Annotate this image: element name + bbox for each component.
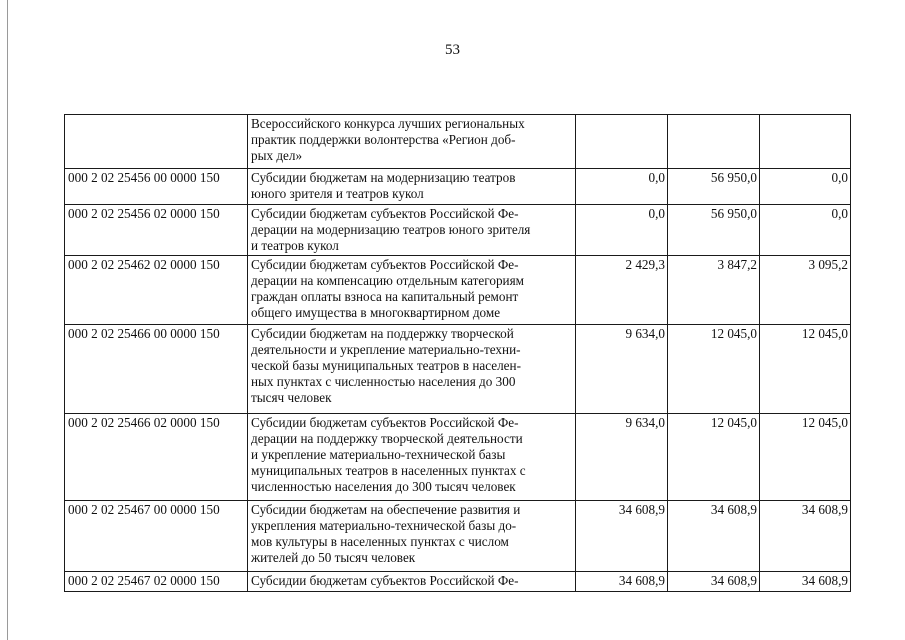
description-cell: [248, 572, 576, 592]
description-line: мов культуры в населенных пунктах с числом: [251, 534, 509, 549]
value-cell-2: 56 950,0: [668, 205, 760, 256]
description-cell: [248, 501, 576, 572]
description-line: дерации на компенсацию отдельным категориям: [251, 273, 525, 288]
description-line: Субсидии бюджетам субъектов Российской Фе-: [251, 257, 519, 272]
description-line: Всероссийского конкурса лучших региональных: [251, 116, 525, 131]
description-line: ных пунктах с численностью населения до 300: [251, 374, 516, 389]
table-row: [65, 572, 851, 592]
description-cell: [248, 169, 576, 205]
description-cell: [248, 325, 576, 414]
budget-table: [64, 114, 851, 592]
description-line: Субсидии бюджетам субъектов Российской Фе-: [251, 415, 519, 430]
description-line: Субсидии бюджетам субъектов Российской Фе-: [251, 206, 519, 221]
description-line: и укрепление материально-технической базы: [251, 447, 506, 462]
value-cell-1: 2 429,3: [576, 256, 668, 325]
budget-code-cell: 000 2 02 25467 02 0000 150: [65, 572, 248, 592]
value-cell-1: 0,0: [576, 169, 668, 205]
description-line: укрепления материально-технической базы до-: [251, 518, 517, 533]
table-row: [65, 115, 851, 169]
description-cell: [248, 205, 576, 256]
value-cell-1: [576, 115, 668, 169]
description-line: общего имущества в многоквартирном доме: [251, 305, 501, 320]
table-row: [65, 414, 851, 501]
value-cell-1: 34 608,9: [576, 501, 668, 572]
table-row: [65, 169, 851, 205]
value-cell-3: 34 608,9: [760, 572, 851, 592]
value-cell-1: 0,0: [576, 205, 668, 256]
budget-code-cell: [65, 115, 248, 169]
value-cell-3: [760, 115, 851, 169]
description-line: практик поддержки волонтерства «Регион доб-: [251, 132, 516, 147]
description-line: граждан оплаты взноса на капитальный ремонт: [251, 289, 519, 304]
description-line: рых дел»: [251, 148, 303, 163]
page-number: 53: [445, 42, 460, 58]
value-cell-3: 3 095,2: [760, 256, 851, 325]
budget-table-body: [65, 115, 851, 592]
description-line: жителей до 50 тысяч человек: [251, 550, 416, 565]
budget-code-cell: 000 2 02 25467 00 0000 150: [65, 501, 248, 572]
description-line: дерации на модернизацию театров юного зрителя: [251, 222, 531, 237]
budget-code-cell: 000 2 02 25456 02 0000 150: [65, 205, 248, 256]
value-cell-2: 12 045,0: [668, 414, 760, 501]
description-line: Субсидии бюджетам на обеспечение развития и: [251, 502, 521, 517]
description-line: Субсидии бюджетам на модернизацию театров: [251, 170, 516, 185]
value-cell-3: 0,0: [760, 205, 851, 256]
value-cell-2: 12 045,0: [668, 325, 760, 414]
description-line: дерации на поддержку творческой деятельности: [251, 431, 523, 446]
value-cell-3: 0,0: [760, 169, 851, 205]
value-cell-3: 34 608,9: [760, 501, 851, 572]
value-cell-2: 3 847,2: [668, 256, 760, 325]
scan-edge-line: [7, 0, 8, 640]
description-line: численностью населения до 300 тысяч человек: [251, 479, 516, 494]
table-row: [65, 205, 851, 256]
value-cell-2: 34 608,9: [668, 572, 760, 592]
value-cell-1: 9 634,0: [576, 414, 668, 501]
value-cell-1: 34 608,9: [576, 572, 668, 592]
value-cell-2: [668, 115, 760, 169]
budget-code-cell: 000 2 02 25466 00 0000 150: [65, 325, 248, 414]
description-line: муниципальных театров в населенных пунктах с: [251, 463, 526, 478]
description-cell: [248, 115, 576, 169]
table-row: [65, 256, 851, 325]
value-cell-2: 56 950,0: [668, 169, 760, 205]
description-cell: [248, 256, 576, 325]
value-cell-3: 12 045,0: [760, 325, 851, 414]
table-row: [65, 325, 851, 414]
budget-code-cell: 000 2 02 25462 02 0000 150: [65, 256, 248, 325]
value-cell-1: 9 634,0: [576, 325, 668, 414]
description-cell: [248, 414, 576, 501]
budget-code-cell: 000 2 02 25456 00 0000 150: [65, 169, 248, 205]
value-cell-2: 34 608,9: [668, 501, 760, 572]
table-row: [65, 501, 851, 572]
description-line: и театров кукол: [251, 238, 339, 253]
budget-code-cell: 000 2 02 25466 02 0000 150: [65, 414, 248, 501]
description-line: тысяч человек: [251, 390, 332, 405]
description-line: ческой базы муниципальных театров в населен-: [251, 358, 521, 373]
description-line: деятельности и укрепление материально-техни-: [251, 342, 521, 357]
value-cell-3: 12 045,0: [760, 414, 851, 501]
description-line: Субсидии бюджетам субъектов Российской Фе-: [251, 573, 519, 588]
description-line: Субсидии бюджетам на поддержку творческой: [251, 326, 514, 341]
description-line: юного зрителя и театров кукол: [251, 186, 424, 201]
